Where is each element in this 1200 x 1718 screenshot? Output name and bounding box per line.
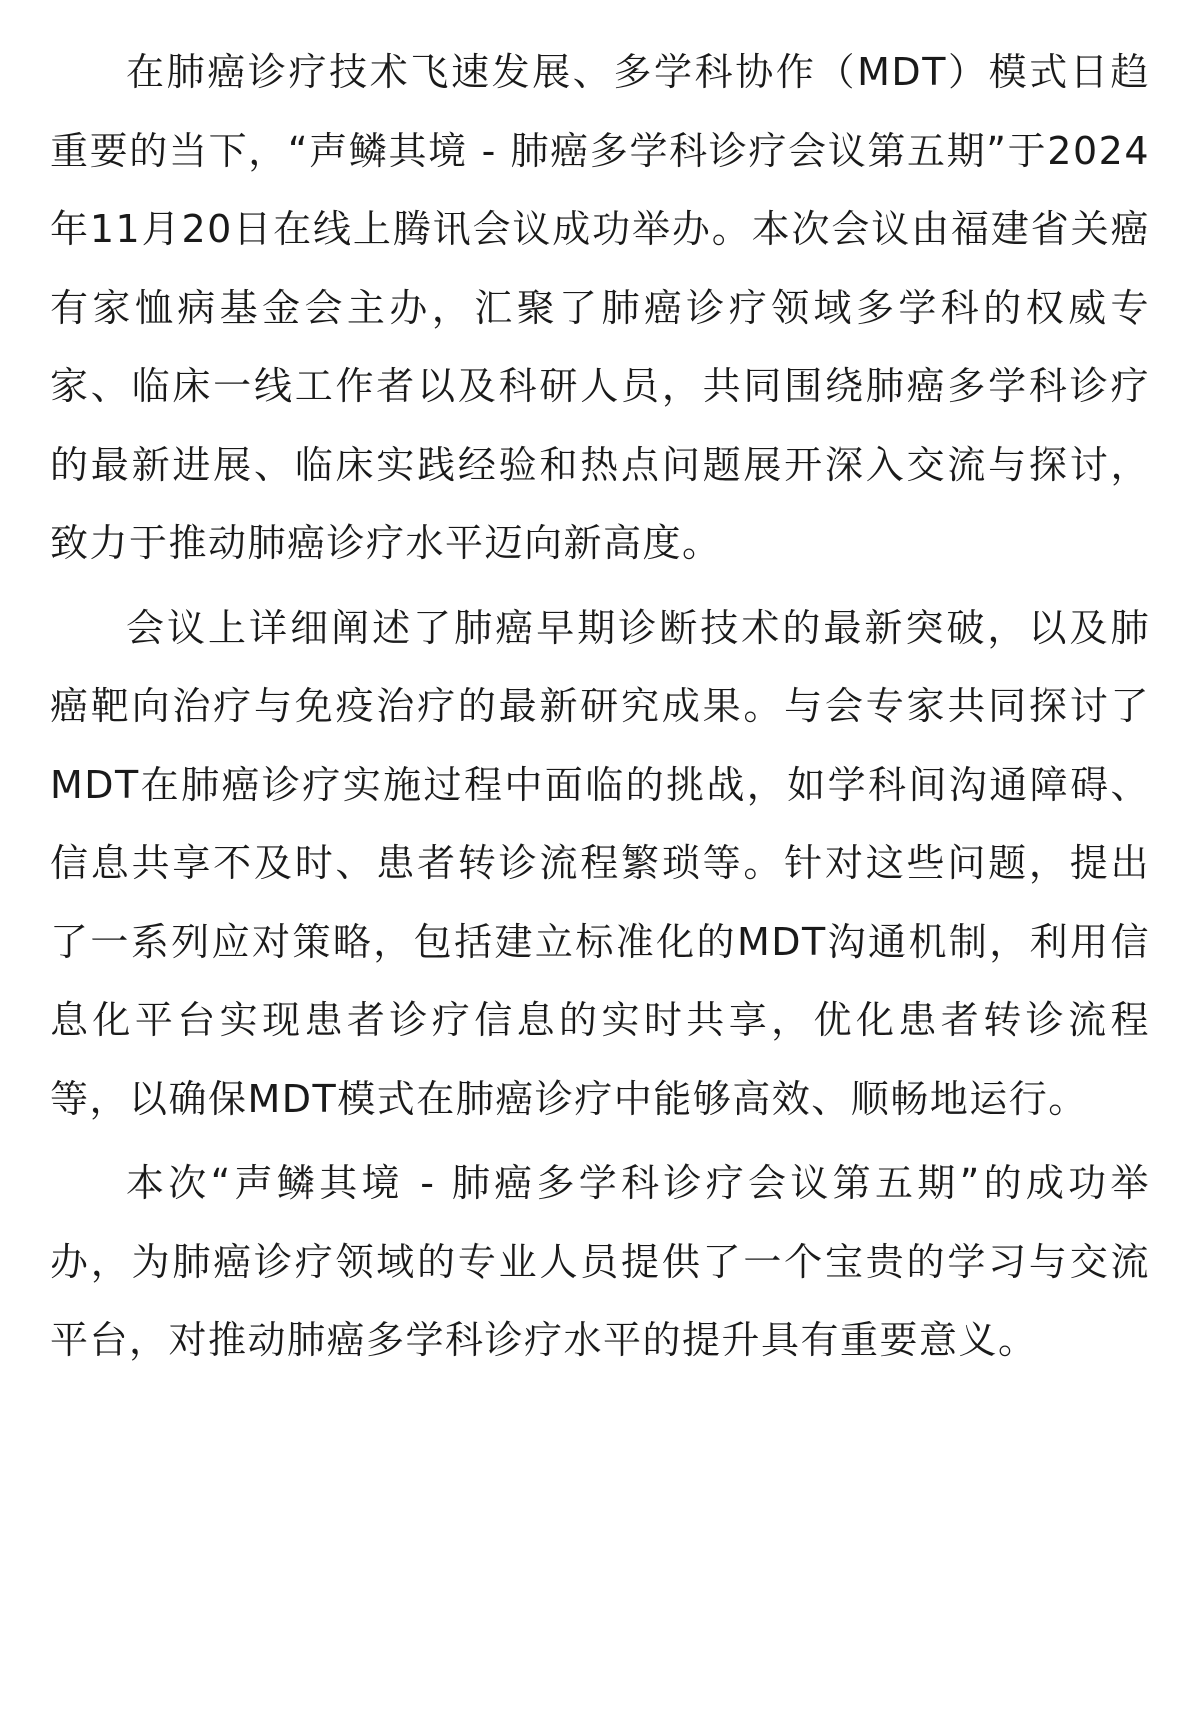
paragraph-conclusion: 本次“声鳞其境 - 肺癌多学科诊疗会议第五期”的成功举办，为肺癌诊疗领域的专业人员提供了一个宝贵的学习与交流平台，对推动肺癌多学科诊疗水平的提升具有重要意义。 [50, 1161, 1150, 1362]
paragraph-meeting-content: 会议上详细阐述了肺癌早期诊断技术的最新突破，以及肺癌靶向治疗与免疫治疗的最新研究成果。与会专家共同探讨了MDT在肺癌诊疗实施过程中面临的挑战，如学科间沟通障碍、信息共享不及时、患者转诊流程繁琐等。针对这些问题，提出了一系列应对策略，包括建立标准化的MDT沟通机制，利用信息化平台实现患者诊疗信息的实时共享，优化患者转诊流程等，以确保MDT模式在肺癌诊疗中能够高效、顺畅地运行。 [50, 605, 1150, 1121]
paragraph-intro: 在肺癌诊疗技术飞速发展、多学科协作（MDT）模式日趋重要的当下，“声鳞其境 - 肺癌多学科诊疗会议第五期”于2024年11月20日在线上腾讯会议成功举办。本次会议由福建省关癌有家恤病基金会主办，汇聚了肺癌诊疗领域多学科的权威专家、临床一线工作者以及科研人员，共同围绕肺癌多学科诊疗的最新进展、临床实践经验和热点问题展开深入交流与探讨，致力于推动肺癌诊疗水平迈向新高度。 [50, 50, 1150, 565]
article-body [50, 33, 1150, 1386]
